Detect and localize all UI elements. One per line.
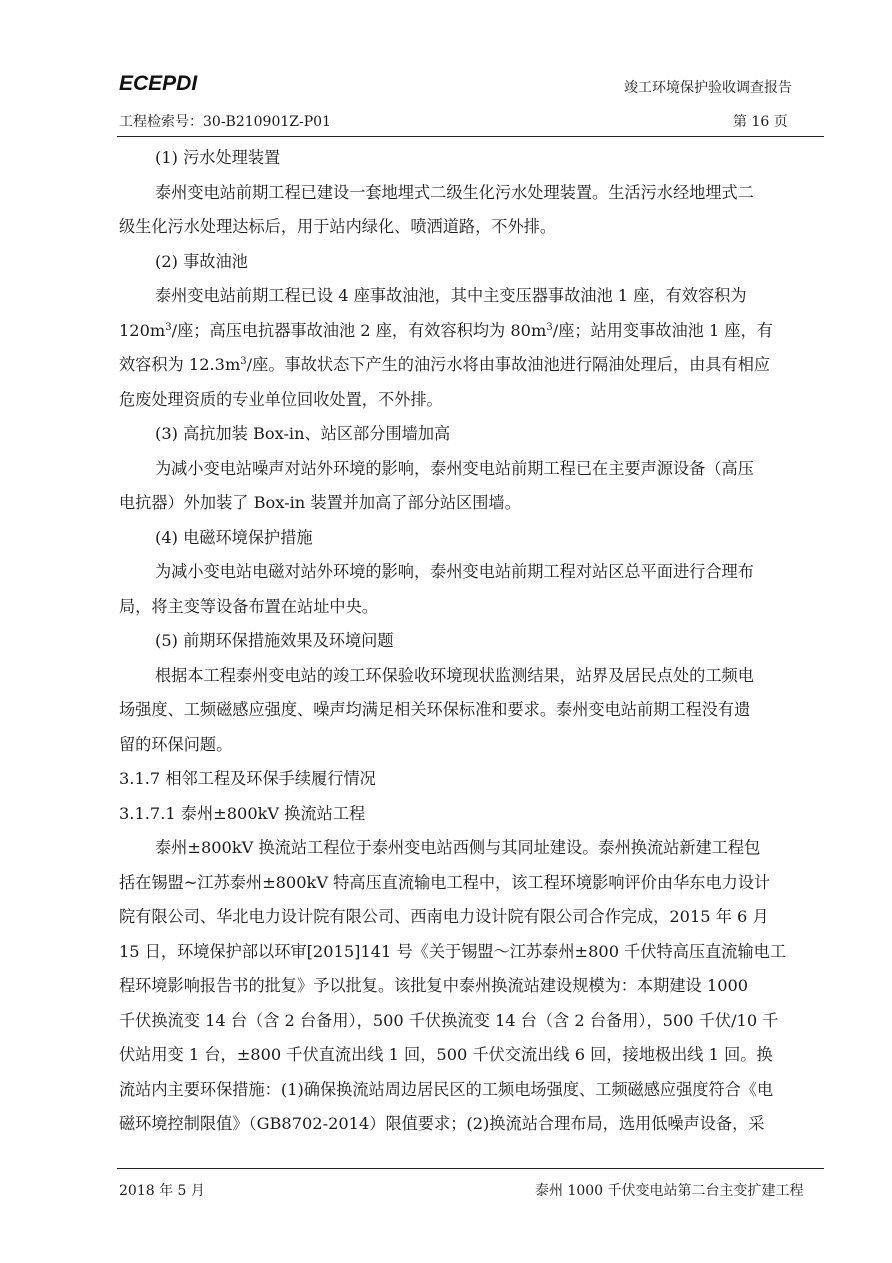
paragraph-line: 15 日，环境保护部以环审[2015]141 号《关于锡盟～江苏泰州±800 千伏特高压直流输电工 bbox=[119, 941, 787, 961]
paragraph-line: 院有限公司、华北电力设计院有限公司、西南电力设计院有限公司合作完成，2015 年 6 月 bbox=[119, 907, 769, 926]
footer-date: 2018 年 5 月 bbox=[119, 1183, 205, 1199]
paragraph-line: 为减小变电站电磁对站外环境的影响，泰州变电站前期工程对站区总平面进行合理布 bbox=[155, 562, 754, 581]
subheading-em-protection: (4) 电磁环境保护措施 bbox=[155, 527, 313, 547]
text-run: /座；站用变事故油池 1 座，有 bbox=[552, 320, 773, 340]
section-heading-3-1-7-1: 3.1.7.1 泰州±800kV 换流站工程 bbox=[119, 803, 366, 823]
paragraph-line: 级生化污水处理达标后，用于站内绿化、喷洒道路，不外排。 bbox=[119, 217, 557, 236]
paragraph-line: 括在锡盟~江苏泰州±800kV 特高压直流输电工程中，该工程环境影响评价由华东电力设计 bbox=[119, 872, 771, 892]
subheading-sewage-treatment: (1) 污水处理装置 bbox=[155, 148, 281, 167]
paragraph-line: 局，将主变等设备布置在站址中央。 bbox=[119, 596, 378, 616]
paragraph-line bbox=[119, 314, 822, 349]
superscript: 3 bbox=[165, 321, 172, 333]
report-title: 竣工环境保护验收调查报告 bbox=[624, 80, 792, 96]
subheading-accident-oil-pool: (2) 事故油池 bbox=[155, 251, 248, 271]
paragraph-line: 危废处理资质的专业单位回收处置，不外排。 bbox=[119, 389, 443, 409]
footer-divider bbox=[117, 1168, 824, 1169]
paragraph-line: 泰州变电站前期工程已设 4 座事故油池，其中主变压器事故油池 1 座，有效容积为 bbox=[155, 286, 747, 305]
text-run: 120m bbox=[119, 320, 166, 340]
paragraph-line bbox=[119, 348, 822, 383]
subheading-box-in: (3) 高抗加装 Box-in、站区部分围墙加高 bbox=[155, 424, 451, 443]
text-run: /座。事故状态下产生的油污水将由事故油池进行隔油处理后，由具有相应 bbox=[246, 355, 771, 374]
superscript: 3 bbox=[240, 356, 247, 367]
paragraph-line: 程环境影响报告书的批复》予以批复。该批复中泰州换流站建设规模为：本期建设 1000 bbox=[119, 976, 749, 995]
superscript: 3 bbox=[546, 321, 553, 333]
text-run: /座；高压电抗器事故油池 2 座，有效容积均为 80m bbox=[171, 320, 547, 340]
paragraph-line: 泰州变电站前期工程已建设一套地埋式二级生化污水处理装置。生活污水经地埋式二 bbox=[155, 182, 754, 202]
text-run: 效容积为 12.3m bbox=[119, 355, 241, 374]
paragraph-line: 场强度、工频磁感应强度、噪声均满足相关环保标准和要求。泰州变电站前期工程没有遗 bbox=[119, 700, 751, 719]
ecepdi-logo: ECEPDI bbox=[119, 72, 198, 95]
paragraph-line: 千伏换流变 14 台（含 2 台备用），500 千伏换流变 14 台（含 2 台备用），500 千伏/10 千 bbox=[119, 1010, 779, 1030]
project-index bbox=[119, 111, 331, 131]
paragraph-line: 磁环境控制限值》（GB8702-2014）限值要求；(2)换流站合理布局，选用低噪声设备，采 bbox=[119, 1114, 765, 1133]
paragraph-line: 根据本工程泰州变电站的竣工环保验收环境现状监测结果，站界及居民点处的工频电 bbox=[155, 665, 754, 685]
paragraph-line: 为减小变电站噪声对站外环境的影响，泰州变电站前期工程已在主要声源设备（高压 bbox=[155, 458, 754, 478]
subheading-environmental-issues: (5) 前期环保措施效果及环境问题 bbox=[155, 631, 394, 650]
paragraph-line: 留的环保问题。 bbox=[119, 734, 233, 754]
section-heading-3-1-7: 3.1.7 相邻工程及环保手续履行情况 bbox=[119, 769, 376, 788]
paragraph-line: 伏站用变 1 台，±800 千伏直流出线 1 回，500 千伏交流出线 6 回，接地极出线 1 回。换 bbox=[119, 1045, 773, 1064]
project-index-label: 工程检索号： bbox=[119, 114, 203, 130]
paragraph-line: 泰州±800kV 换流站工程位于泰州变电站西侧与其同址建设。泰州换流站新建工程包 bbox=[155, 838, 761, 857]
page-number: 第 16 页 bbox=[733, 114, 788, 130]
document-body bbox=[119, 141, 822, 1142]
paragraph-line: 流站内主要环保措施：(1)确保换流站周边居民区的工频电场强度、工频磁感应强度符合《电 bbox=[119, 1079, 774, 1099]
project-index-value: 30-B210901Z-P01 bbox=[203, 114, 331, 130]
footer-project-name: 泰州 1000 千伏变电站第二台主变扩建工程 bbox=[535, 1183, 804, 1199]
header-divider bbox=[117, 136, 824, 137]
paragraph-line: 电抗器）外加装了 Box-in 装置并加高了部分站区围墙。 bbox=[119, 493, 521, 512]
